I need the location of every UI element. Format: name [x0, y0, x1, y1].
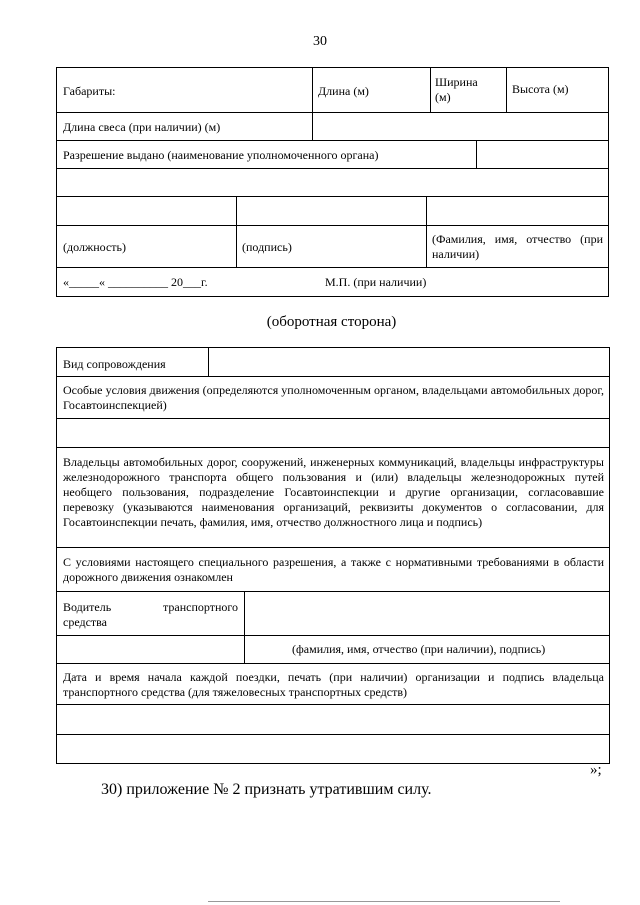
special-conditions-label: Особые условия движения (определяются уполномоченным органом, владельцами автомобильных дорог, Госавтоинспекцией) [63, 383, 604, 412]
page-number: 30 [313, 34, 327, 49]
driver-label-line2: средства [63, 615, 108, 629]
reverse-side-title: (оборотная сторона) [266, 314, 397, 330]
date-line: «_____« __________ 20___г. [63, 275, 208, 289]
length-label: Длина (м) [318, 84, 369, 98]
driver-label-line1: Водитель транспортного [63, 600, 238, 614]
height-label: Высота (м) [512, 82, 569, 96]
acknowledgement-label: С условиями настоящего специального разрешения, а также с нормативными требованиями в области дорожного движения ознакомлен [63, 555, 604, 584]
position-caption: (должность) [63, 240, 126, 254]
trip-datetime-label: Дата и время начала каждой поездки, печать (при наличии) организации и подпись владельца транспортного средства (для тяжеловесных транспортных средств) [63, 670, 604, 699]
overhang-length-label: Длина свеса (при наличии) (м) [63, 120, 221, 134]
signature-caption: (подпись) [242, 240, 292, 254]
stamp-label: М.П. (при наличии) [325, 275, 427, 289]
road-owners-label: Владельцы автомобильных дорог, сооружений, инженерных коммуникаций, владельцы инфраструктуры железнодорожного транспорта общего пользования и (или) владельцы железнодорожных путей необщего пользования, подразделение Госавтоинспекции и другие организации, согласовавшие перевозку (указываются наименования организаций, реквизиты документов о согласовании, для Госавтоинспекции печать, фамилия, имя, отчество должностного лица и подпись) [63, 455, 604, 529]
width-label: Ширина (м) [435, 75, 478, 104]
full-name-caption: (Фамилия, имя, отчество (при наличии) [432, 232, 603, 261]
permit-issued-label: Разрешение выдано (наименование уполномоченного органа) [63, 148, 379, 162]
dimensions-label: Габариты: [63, 84, 116, 98]
closing-quote: »; [590, 762, 602, 778]
item-30-text: 30) приложение № 2 признать утратившим силу. [101, 781, 432, 798]
escort-type-label: Вид сопровождения [63, 357, 166, 371]
page-edge-line [208, 901, 560, 902]
driver-name-signature-caption: (фамилия, имя, отчество (при наличии), подпись) [292, 642, 546, 656]
